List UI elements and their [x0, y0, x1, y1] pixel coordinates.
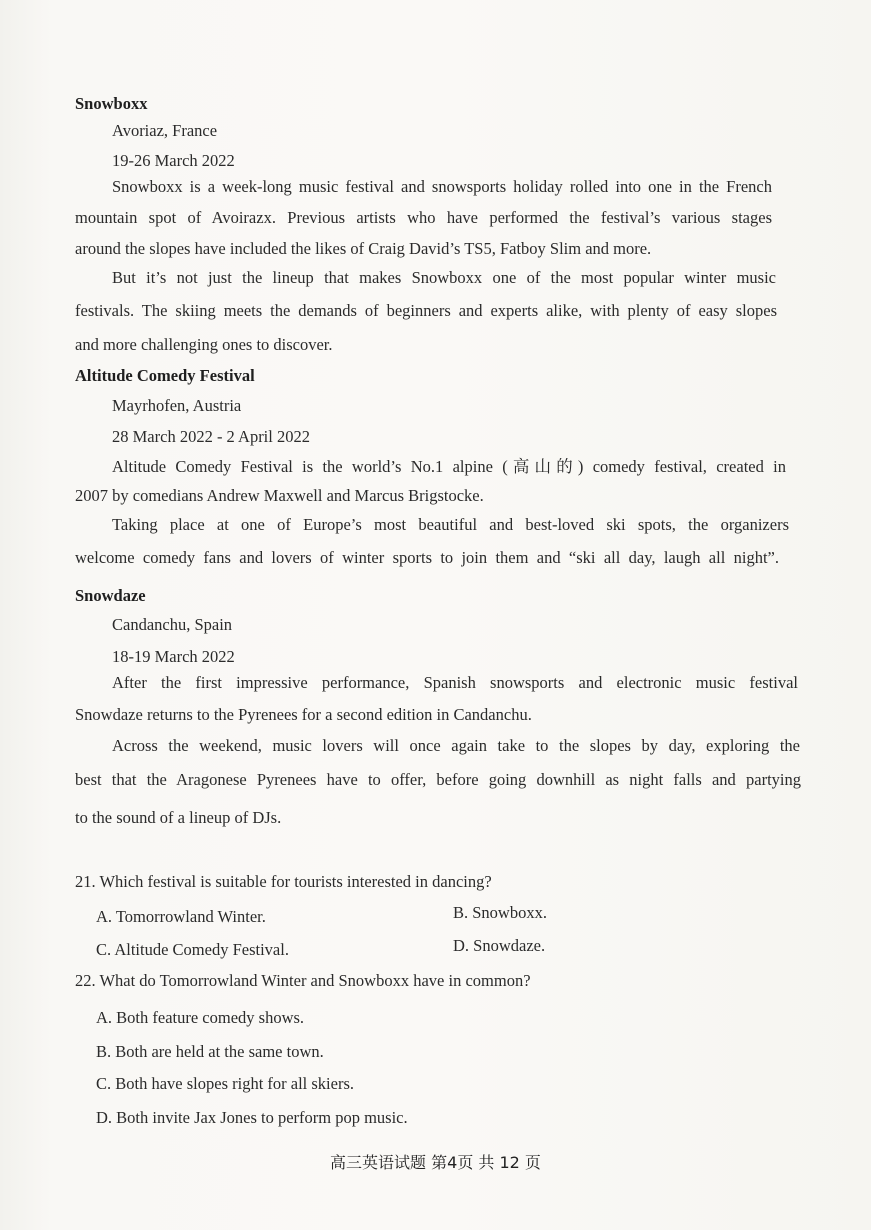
- paragraph-line: festivals. The skiing meets the demands of beginners and experts alike, with plenty of easy slopes: [75, 301, 777, 320]
- question-option: C. Both have slopes right for all skiers.: [96, 1074, 355, 1093]
- question-option: C. Altitude Comedy Festival.: [96, 940, 289, 959]
- paragraph-line: Snowboxx is a week-long music festival and snowsports holiday rolled into one in the French: [112, 177, 772, 196]
- paragraph-line: Snowdaze returns to the Pyrenees for a second edition in Candanchu.: [75, 705, 532, 724]
- paragraph-line: mountain spot of Avoirazx. Previous artists who have performed the festival’s various stages: [75, 208, 772, 227]
- festival-dates: 28 March 2022 - 2 April 2022: [112, 427, 310, 446]
- paragraph-line: But it’s not just the lineup that makes Snowboxx one of the most popular winter music: [112, 268, 776, 287]
- paragraph-line: around the slopes have included the likes of Craig David’s TS5, Fatboy Slim and more.: [75, 239, 652, 258]
- paragraph-line: welcome comedy fans and lovers of winter sports to join them and “ski all day, laugh all night”.: [75, 548, 779, 567]
- question-option: B. Snowboxx.: [453, 903, 547, 922]
- festival-title: Snowboxx: [75, 94, 148, 113]
- festival-location: Avoriaz, France: [112, 121, 218, 140]
- paragraph-line: Taking place at one of Europe’s most beautiful and best-loved ski spots, the organizers: [112, 515, 789, 534]
- question-option: A. Both feature comedy shows.: [96, 1008, 305, 1027]
- paragraph-line: Altitude Comedy Festival is the world’s No.1 alpine (高山的) comedy festival, created in: [112, 457, 786, 476]
- paragraph-line: and more challenging ones to discover.: [75, 335, 333, 354]
- festival-dates: 19-26 March 2022: [112, 151, 235, 170]
- question-option: B. Both are held at the same town.: [96, 1042, 324, 1061]
- festival-location: Candanchu, Spain: [112, 615, 233, 634]
- paragraph-line: best that the Aragonese Pyrenees have to offer, before going downhill as night falls and partying: [75, 770, 801, 789]
- festival-title: Altitude Comedy Festival: [75, 366, 255, 385]
- paragraph-line: to the sound of a lineup of DJs.: [75, 808, 282, 827]
- festival-title: Snowdaze: [75, 586, 146, 605]
- question-option: A. Tomorrowland Winter.: [96, 907, 266, 926]
- paragraph-line: 2007 by comedians Andrew Maxwell and Marcus Brigstocke.: [75, 486, 484, 505]
- paragraph-line: Across the weekend, music lovers will once again take to the slopes by day, exploring the: [112, 736, 800, 755]
- paragraph-line: After the first impressive performance, Spanish snowsports and electronic music festival: [112, 673, 798, 692]
- question-option: D. Both invite Jax Jones to perform pop music.: [96, 1108, 408, 1127]
- festival-location: Mayrhofen, Austria: [112, 396, 242, 415]
- question-stem: 22. What do Tomorrowland Winter and Snowboxx have in common?: [75, 971, 531, 990]
- question-option: D. Snowdaze.: [453, 936, 546, 955]
- page-footer: 高三英语试题 第4页 共 12 页: [330, 1153, 541, 1172]
- question-stem: 21. Which festival is suitable for tourists interested in dancing?: [75, 872, 492, 891]
- festival-dates: 18-19 March 2022: [112, 647, 235, 666]
